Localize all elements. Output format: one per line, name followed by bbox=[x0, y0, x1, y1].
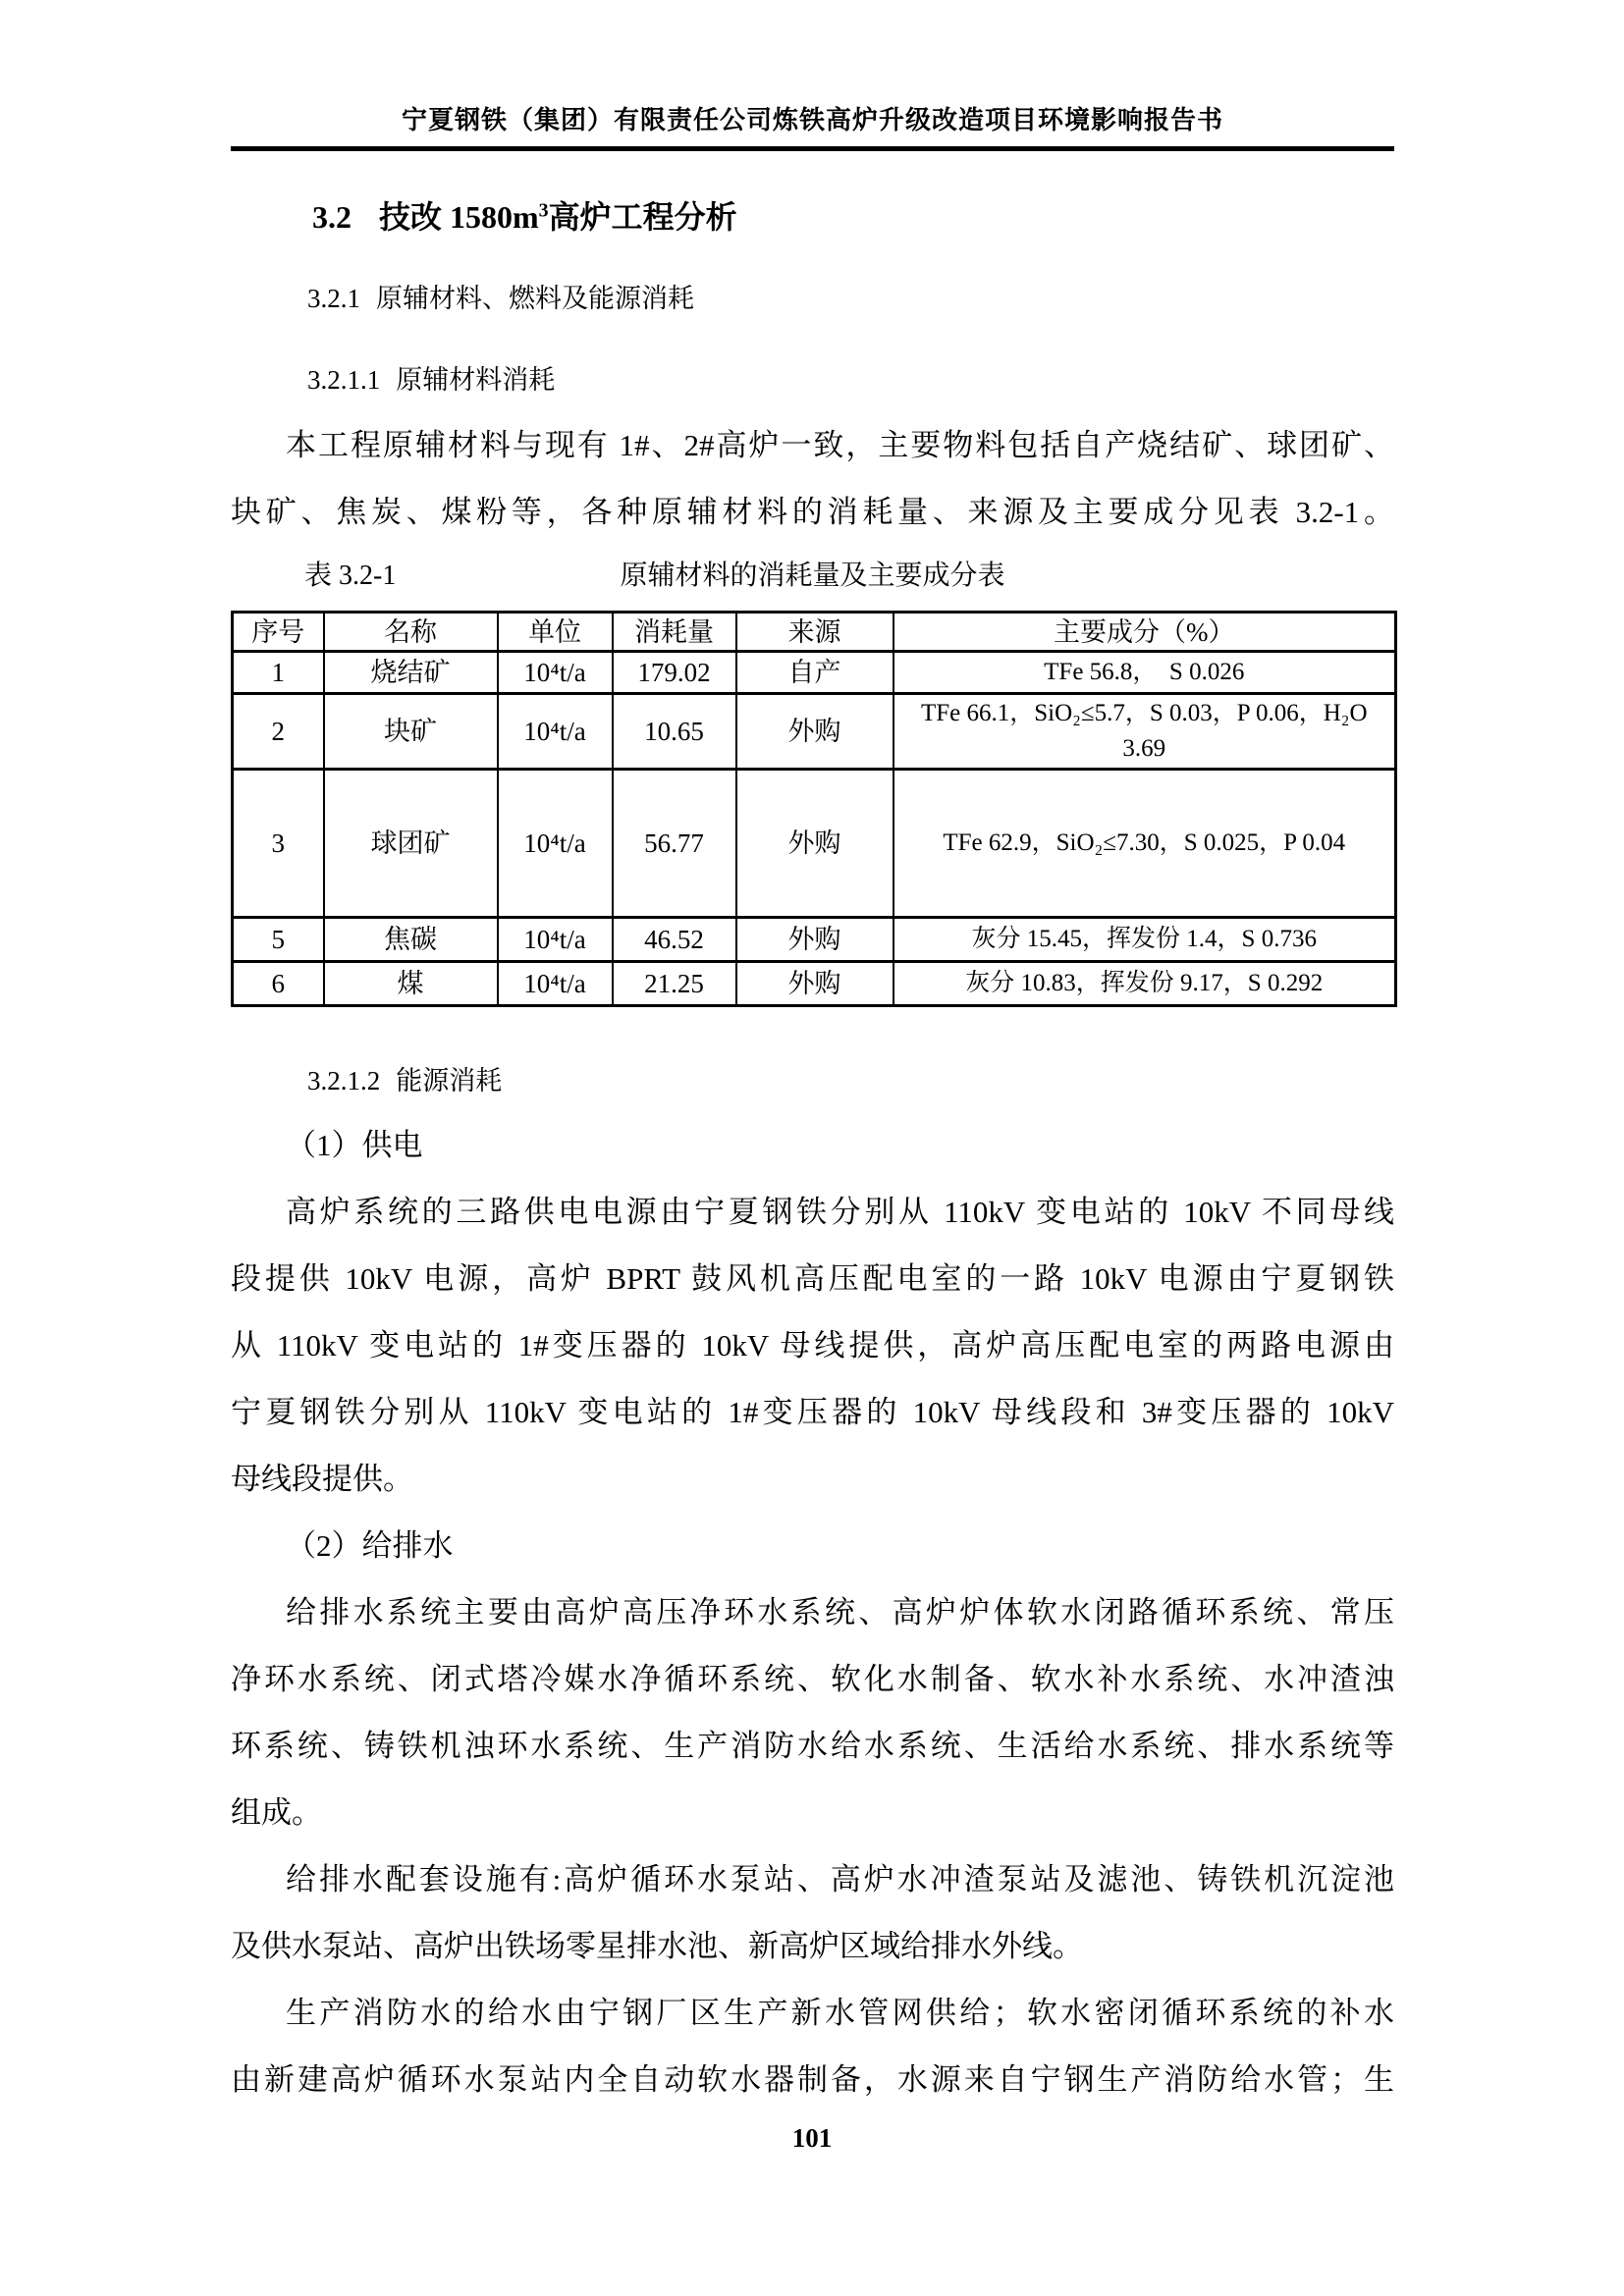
paragraph-line: 本工程原辅材料与现有 1#、2#高炉一致，主要物料包括自产烧结矿、球团矿、 bbox=[286, 428, 1394, 462]
cell-name: 球团矿 bbox=[324, 770, 498, 918]
table-caption bbox=[231, 557, 1394, 596]
subsection-label-power: （1）供电 bbox=[286, 1128, 423, 1162]
paragraph-line: 组成。 bbox=[231, 1795, 322, 1830]
table-row bbox=[233, 770, 1396, 918]
heading-text: 原辅材料消耗 bbox=[396, 365, 556, 395]
paragraph-line: 及供水泵站、高炉出铁场零星排水池、新高炉区域给排水外线。 bbox=[231, 1929, 1083, 1963]
heading-3-2-1-1 bbox=[307, 362, 1394, 398]
table-caption-title: 原辅材料的消耗量及主要成分表 bbox=[620, 561, 1005, 591]
paragraph-line: 段提供 10kV 电源，高炉 BPRT 鼓风机高压配电室的一路 10kV 电源由宁夏钢铁 bbox=[231, 1261, 1394, 1296]
paragraph-line: 块矿、焦炭、煤粉等，各种原辅材料的消耗量、来源及主要成分见表 3.2-1。 bbox=[231, 495, 1394, 529]
column-header: 消耗量 bbox=[613, 613, 736, 652]
water-systems-paragraph bbox=[231, 1579, 1394, 1846]
page-content bbox=[231, 0, 1394, 2113]
paragraph-line: 从 110kV 变电站的 1#变压器的 10kV 母线提供，高炉高压配电室的两路电源由 bbox=[231, 1328, 1394, 1362]
cell-source: 外购 bbox=[736, 770, 893, 918]
paragraph-line: 生产消防水的给水由宁钢厂区生产新水管网供给；软水密闭循环系统的补水 bbox=[286, 1996, 1394, 2030]
table-row bbox=[233, 962, 1396, 1006]
paragraph-line: 给排水配套设施有:高炉循环水泵站、高炉水冲渣泵站及滤池、铸铁机沉淀池 bbox=[286, 1862, 1394, 1896]
cell-index: 6 bbox=[233, 962, 324, 1006]
paragraph-line: 给排水系统主要由高炉高压净环水系统、高炉炉体软水闭路循环系统、常压 bbox=[286, 1595, 1394, 1629]
section-title-3-2 bbox=[312, 195, 1394, 239]
cell-source: 自产 bbox=[736, 652, 893, 694]
paragraph-line: 由新建高炉循环水泵站内全自动软水器制备，水源来自宁钢生产消防给水管；生 bbox=[231, 2062, 1394, 2097]
cell-source: 外购 bbox=[736, 694, 893, 770]
heading-number: 3.2.1 bbox=[307, 284, 360, 313]
cell-composition: TFe 66.1，SiO₂≤5.7，S 0.03，P 0.06，H₂O 3.69 bbox=[893, 694, 1396, 770]
column-header: 单位 bbox=[498, 613, 613, 652]
paragraph-line: 净环水系统、闭式塔冷媒水净循环系统、软化水制备、软水补水系统、水冲渣浊 bbox=[231, 1662, 1394, 1696]
cell-name: 煤 bbox=[324, 962, 498, 1006]
cell-source: 外购 bbox=[736, 918, 893, 962]
heading-text: 能源消耗 bbox=[396, 1066, 503, 1095]
cell-unit: 10⁴t/a bbox=[498, 694, 613, 770]
cell-unit: 10⁴t/a bbox=[498, 918, 613, 962]
heading-text: 原辅材料、燃料及能源消耗 bbox=[376, 284, 694, 313]
header-rule bbox=[231, 146, 1394, 151]
cell-index: 2 bbox=[233, 694, 324, 770]
page-number: 101 bbox=[791, 2123, 833, 2153]
section-title-text-post: 高炉工程分析 bbox=[548, 199, 737, 235]
heading-number: 3.2.1.2 bbox=[307, 1066, 381, 1095]
table-row bbox=[233, 694, 1396, 770]
table-header-row bbox=[233, 613, 1396, 652]
section-number: 3.2 bbox=[312, 199, 352, 235]
cell-index: 1 bbox=[233, 652, 324, 694]
column-header: 主要成分（%） bbox=[893, 613, 1396, 652]
water-fire-paragraph bbox=[231, 1980, 1394, 2113]
cell-consumption: 56.77 bbox=[613, 770, 736, 918]
cell-name: 块矿 bbox=[324, 694, 498, 770]
intro-paragraph bbox=[231, 412, 1394, 546]
table-caption-label: 表 3.2-1 bbox=[304, 561, 397, 591]
cell-consumption: 46.52 bbox=[613, 918, 736, 962]
column-header: 来源 bbox=[736, 613, 893, 652]
subsection-label-water: （2）给排水 bbox=[286, 1528, 454, 1563]
table-row bbox=[233, 652, 1396, 694]
table-row bbox=[233, 918, 1396, 962]
cell-name: 焦碳 bbox=[324, 918, 498, 962]
water-facilities-paragraph bbox=[231, 1846, 1394, 1980]
heading-number: 3.2.1.1 bbox=[307, 365, 381, 395]
paragraph-line: 环系统、铸铁机浊环水系统、生产消防水给水系统、生活给水系统、排水系统等 bbox=[231, 1729, 1394, 1763]
cell-consumption: 10.65 bbox=[613, 694, 736, 770]
cell-composition: 灰分 15.45，挥发份 1.4，S 0.736 bbox=[893, 918, 1396, 962]
section-title-text-pre: 技改 1580m bbox=[379, 199, 539, 235]
cell-unit: 10⁴t/a bbox=[498, 770, 613, 918]
power-paragraph bbox=[231, 1179, 1394, 1513]
heading-3-2-1-2 bbox=[307, 1063, 1394, 1098]
cell-source: 外购 bbox=[736, 962, 893, 1006]
cell-composition: TFe 56.8， S 0.026 bbox=[893, 652, 1396, 694]
cell-name: 烧结矿 bbox=[324, 652, 498, 694]
cell-index: 3 bbox=[233, 770, 324, 918]
paragraph-line: 宁夏钢铁分别从 110kV 变电站的 1#变压器的 10kV 母线段和 3#变压器的 10kV bbox=[231, 1395, 1394, 1429]
cell-index: 5 bbox=[233, 918, 324, 962]
column-header: 名称 bbox=[324, 613, 498, 652]
column-header: 序号 bbox=[233, 613, 324, 652]
superscript-3: 3 bbox=[538, 199, 549, 222]
cell-unit: 10⁴t/a bbox=[498, 652, 613, 694]
paragraph-line: 高炉系统的三路供电电源由宁夏钢铁分别从 110kV 变电站的 10kV 不同母线 bbox=[286, 1195, 1394, 1229]
cell-composition: TFe 62.9，SiO₂≤7.30，S 0.025，P 0.04 bbox=[893, 770, 1396, 918]
heading-3-2-1 bbox=[307, 281, 1394, 316]
cell-unit: 10⁴t/a bbox=[498, 962, 613, 1006]
cell-composition: 灰分 10.83，挥发份 9.17，S 0.292 bbox=[893, 962, 1396, 1006]
paragraph-line: 母线段提供。 bbox=[231, 1462, 413, 1496]
cell-consumption: 21.25 bbox=[613, 962, 736, 1006]
document-header-title: 宁夏钢铁（集团）有限责任公司炼铁高炉升级改造项目环境影响报告书 bbox=[401, 106, 1223, 134]
cell-consumption: 179.02 bbox=[613, 652, 736, 694]
materials-consumption-table bbox=[231, 611, 1397, 1007]
